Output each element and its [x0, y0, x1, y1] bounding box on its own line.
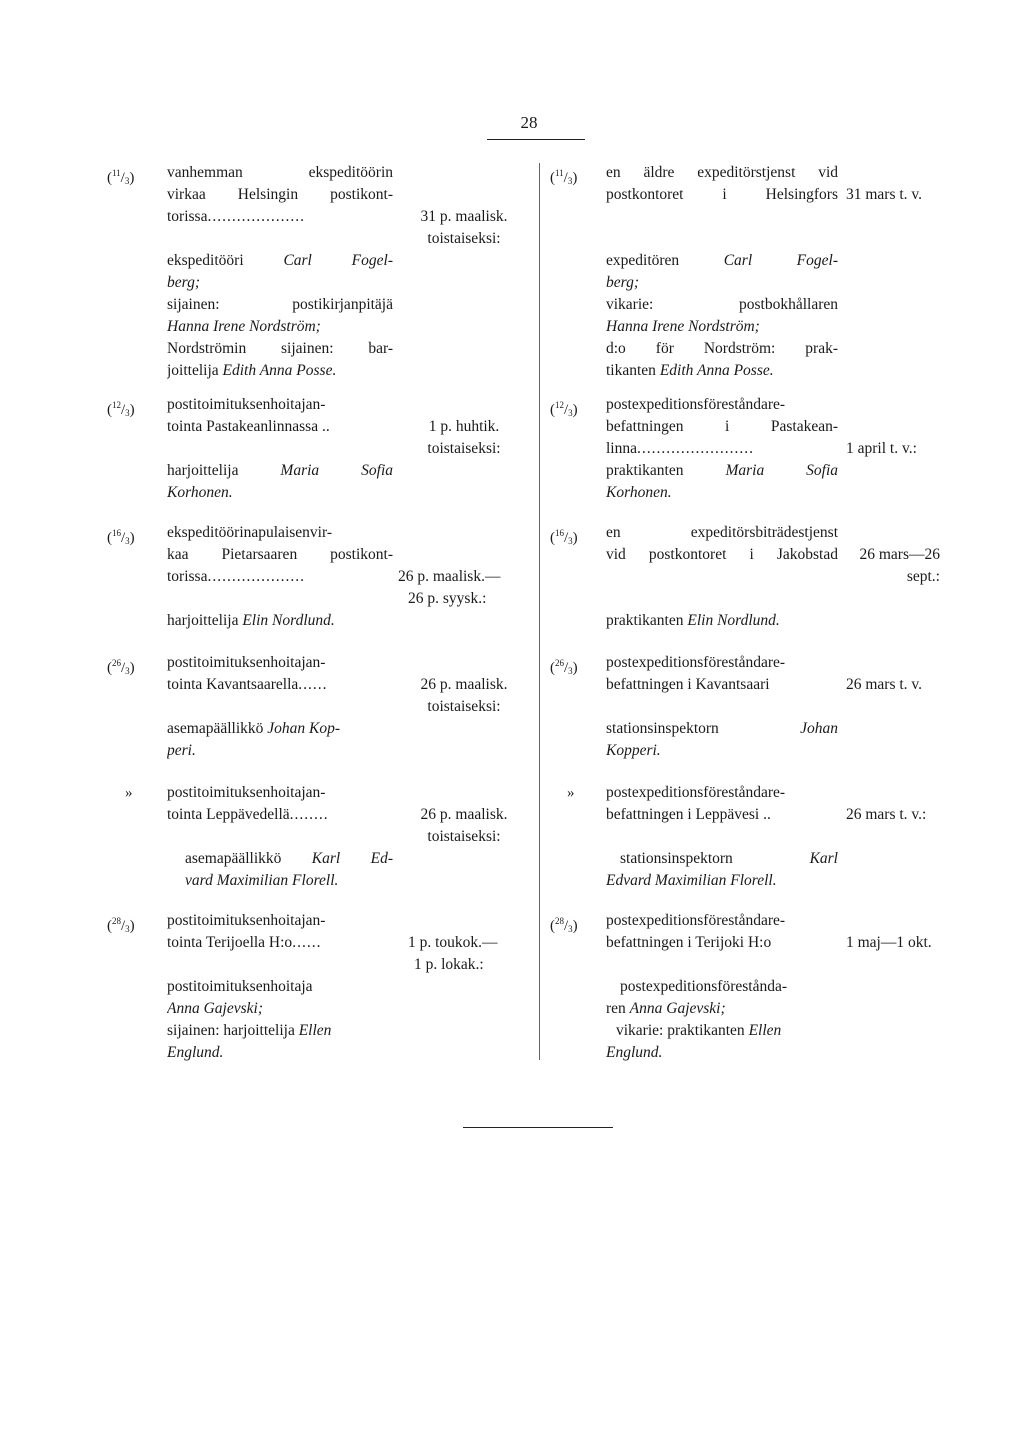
entry-0-sv-time: 31 mars t. v.: [846, 186, 923, 203]
entry-5-fi-time: 1 p. toukok.— 1 p. lokak.:: [408, 934, 498, 973]
entry-0-fi-text: vanhemman ekspeditöörin virkaa Helsingin postikont- torissa.................... ekspeditööri Carl Fogel- berg; sijainen: postikirjanpitäjä Hanna Irene Nordström; Nordströmin sijainen: bar- joittelija Edith Anna Posse.: [167, 164, 393, 379]
entry-2-fi-date: $(^{16}/_3)$: [107, 528, 135, 546]
page-number-rule: [487, 139, 585, 140]
entry-1-fi-time: 1 p. huhtik. toistaiseksi:: [427, 418, 501, 457]
entry-1-fi-text: postitoimituksenhoitajan- tointa Pastakeanlinnassa .. harjoittelija Maria Sofia Korhonen.: [167, 396, 393, 501]
entry-5-fi-date: $(^{28}/_3)$: [107, 916, 135, 934]
entry-3-sv-time: 26 mars t. v.: [846, 676, 923, 693]
entry-4-sv-time: 26 mars t. v.:: [846, 806, 927, 823]
entry-3-fi-date: $(^{26}/_3)$: [107, 658, 135, 676]
entry-5-sv-date: $(^{28}/_3)$: [550, 916, 578, 934]
entry-1-sv-time: 1 april t. v.:: [846, 440, 917, 457]
entry-5-fi-text: postitoimituksenhoitajan- tointa Terijoella H:o...... postitoimituksenhoitaja Anna Gajevski; sijainen: harjoittelija Ellen Englund.: [167, 912, 332, 1061]
entry-3-sv-date: $(^{26}/_3)$: [550, 658, 578, 676]
entry-3-fi-text: postitoimituksenhoitajan- tointa Kavantsaarella...... asemapäällikkö Johan Kop- peri.: [167, 654, 341, 759]
entry-1-fi-date: $(^{12}/_3)$: [107, 400, 135, 418]
entry-5-sv-time: 1 maj—1 okt.: [846, 934, 932, 951]
entry-2-sv-time: 26 mars—26 sept.:: [859, 546, 940, 585]
entry-1-sv-text: postexpeditionsföreståndare- befattningen i Pastakean- linna........................ praktikanten Maria Sofia Korhonen.: [606, 396, 838, 501]
entry-4-fi-date: »: [125, 785, 133, 801]
entry-4-fi-text: postitoimituksenhoitajan- tointa Leppävedellä........ asemapäällikkö Karl Ed- vard Maximilian Florell.: [167, 784, 393, 889]
entry-3-sv-text: postexpeditionsföreståndare- befattningen i Kavantsaari stationsinspektorn Johan Kopperi.: [606, 654, 838, 759]
entry-2-sv-text: en expeditörsbiträdestjenst vid postkontoret i Jakobstad praktikanten Elin Nordlund.: [606, 524, 838, 629]
entry-2-fi-text: ekspeditöörinapulaisenvir- kaa Pietarsaaren postikont- torissa.................... harjoittelija Elin Nordlund.: [167, 524, 393, 629]
entry-5-sv-text: postexpeditionsföreståndare- befattningen i Terijoki H:o postexpeditionsförestånda- ren Anna Gajevski; vikarie: praktikanten Ellen Englund.: [606, 912, 788, 1061]
bottom-rule: [463, 1127, 613, 1128]
entry-2-sv-date: $(^{16}/_3)$: [550, 528, 578, 546]
entry-0-sv-date: $(^{11}/_3)$: [550, 168, 578, 186]
entry-3-fi-time: 26 p. maalisk. toistaiseksi:: [420, 676, 508, 715]
entry-4-fi-time: 26 p. maalisk. toistaiseksi:: [420, 806, 508, 845]
entry-2-fi-time: 26 p. maalisk.— 26 p. syysk.:: [398, 568, 501, 607]
entry-0-fi-time: 31 p. maalisk. toistaiseksi:: [420, 208, 508, 247]
entry-1-sv-date: $(^{12}/_3)$: [550, 400, 578, 418]
entry-4-sv-text: postexpeditionsföreståndare- befattningen i Leppävesi .. stationsinspektorn Karl Edvard Maximilian Florell.: [606, 784, 838, 889]
entry-0-sv-text: en äldre expeditörstjenst vid postkontoret i Helsingfors expeditören Carl Fogel- berg; vikarie: postbokhållaren Hanna Irene Nordström; d:o för Nordström: prak- tikanten Edith Anna Posse.: [606, 164, 838, 379]
entry-0-fi-date: $(^{11}/_3)$: [107, 168, 135, 186]
entry-4-sv-date: »: [567, 785, 575, 801]
page-number: 28: [520, 113, 538, 132]
column-divider: [539, 163, 540, 1060]
